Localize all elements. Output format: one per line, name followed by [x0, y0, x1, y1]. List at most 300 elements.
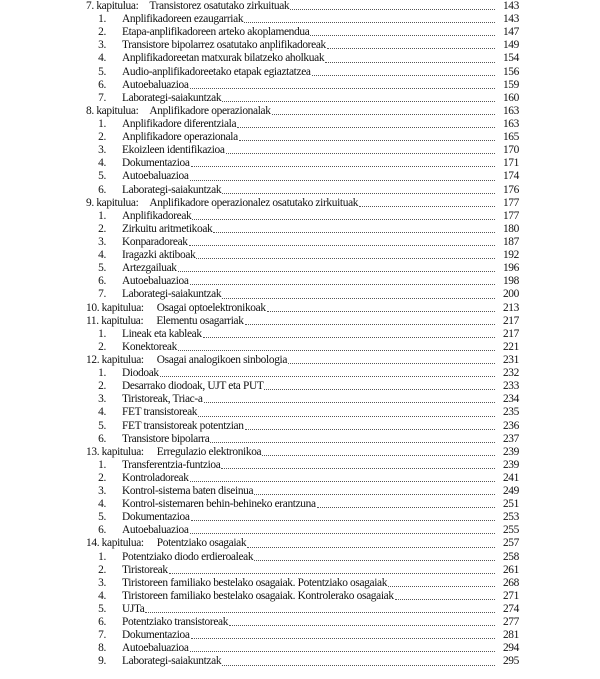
dot-leader [226, 144, 495, 154]
section-title: Audio-anplifikadoreetako etapak egiaztatzea [122, 65, 311, 78]
section-number: 4. [98, 157, 106, 170]
toc-section-row[interactable] [86, 485, 519, 498]
section-title: FET transistoreak potentzian [122, 419, 244, 432]
page-number: 258 [502, 550, 519, 563]
dot-leader [222, 289, 495, 299]
toc-section-row[interactable] [86, 459, 519, 472]
page-number: 232 [502, 367, 519, 380]
dot-leader [245, 420, 495, 430]
dot-leader [190, 79, 495, 89]
section-title: Autoebaluazioa [122, 78, 189, 91]
toc-section-row[interactable] [86, 564, 519, 577]
section-number: 1. [98, 327, 106, 340]
section-title: Artezgailuak [122, 262, 177, 275]
section-number: 1. [98, 458, 106, 471]
toc-section-row[interactable] [86, 472, 519, 485]
page-number: 147 [502, 26, 519, 39]
page-number: 274 [502, 603, 519, 616]
page-number: 174 [502, 170, 519, 183]
section-title: Dokumentazioa [122, 157, 190, 170]
section-number: 2. [98, 471, 106, 484]
toc-section-row[interactable] [86, 92, 519, 105]
section-title: Anplifikadoreen ezaugarriak [122, 13, 244, 26]
toc-entry-heading [86, 590, 394, 603]
page-number: 143 [502, 13, 519, 26]
toc-entry-heading [86, 315, 244, 328]
section-number: 3. [98, 39, 106, 52]
page-number: 213 [502, 301, 519, 314]
toc-entry-heading [86, 433, 209, 446]
toc-section-row[interactable] [86, 577, 519, 590]
page-number: 249 [502, 485, 519, 498]
toc-section-row[interactable] [86, 66, 519, 79]
section-title: FET transistoreak [122, 406, 198, 419]
toc-entry-heading [86, 564, 168, 577]
toc-section-row[interactable] [86, 131, 519, 144]
toc-section-row[interactable] [86, 420, 519, 433]
dot-leader [190, 275, 495, 285]
section-number: 5. [98, 262, 106, 275]
section-title: Tiristoreen familiako bestelako osagaiak. Potentziako osagaiak [122, 576, 388, 589]
dot-leader [229, 616, 495, 626]
dot-leader [325, 53, 495, 63]
section-number: 7. [98, 91, 106, 104]
page-number: 165 [502, 131, 519, 144]
page-number: 271 [502, 589, 519, 602]
toc-section-row[interactable] [86, 367, 519, 380]
chapter-label: 11. kapitulua: [86, 314, 144, 327]
page-number: 187 [502, 235, 519, 248]
toc-entry-heading [86, 105, 271, 118]
dot-leader [191, 157, 495, 167]
toc-entry-heading [86, 511, 190, 524]
section-number: 7. [98, 629, 106, 642]
toc-section-row[interactable] [86, 629, 519, 642]
toc-section-row[interactable] [86, 52, 519, 65]
page-number: 217 [502, 327, 519, 340]
section-title: Tiristoreen familiako bestelako osagaiak. Kontrolerako osagaiak [122, 589, 394, 602]
section-number: 3. [98, 235, 106, 248]
dot-leader [145, 603, 495, 613]
dot-leader [169, 564, 495, 574]
dot-leader [190, 642, 495, 652]
page-number: 192 [502, 249, 519, 262]
section-number: 5. [98, 65, 106, 78]
toc-section-row[interactable] [86, 551, 519, 564]
section-title: Etapa-anplifikadoreen arteko akoplamendua [122, 26, 310, 39]
toc-entry-heading [86, 13, 243, 26]
section-title: Tiristoreak [122, 563, 168, 576]
chapter-title: Transistorez osatutako zirkuituak [149, 0, 290, 12]
toc-section-row[interactable] [86, 144, 519, 157]
page-number: 221 [502, 340, 519, 353]
page-number: 253 [502, 511, 519, 524]
section-number: 6. [98, 432, 106, 445]
toc-entry-heading [86, 616, 228, 629]
toc-section-row[interactable] [86, 170, 519, 183]
chapter-label: 14. kapitulua: [86, 537, 144, 550]
dot-leader [221, 459, 495, 469]
page-number: 176 [502, 183, 519, 196]
dot-leader [213, 223, 495, 233]
chapter-title: Erregulazio elektronikoa [156, 445, 262, 458]
section-title: Autoebaluazioa [122, 642, 189, 655]
section-title: Transferentzia-funtzioa [122, 458, 221, 471]
toc-entry-heading [86, 0, 289, 13]
section-title: Transistore bipolarra [122, 432, 210, 445]
page-number: 277 [502, 616, 519, 629]
page-number: 294 [502, 642, 519, 655]
page-number: 143 [502, 0, 519, 12]
toc-section-row[interactable] [86, 262, 519, 275]
page-number: 251 [502, 498, 519, 511]
section-title: Ekoizleen identifikazioa [122, 144, 225, 157]
dot-leader [196, 249, 495, 259]
section-number: 3. [98, 576, 106, 589]
toc-section-row[interactable] [86, 288, 519, 301]
toc-entry-heading [86, 551, 253, 564]
toc-entry-heading [86, 420, 244, 433]
toc-entry-heading [86, 131, 238, 144]
dot-leader [190, 171, 495, 181]
page-number: 163 [502, 104, 519, 117]
table-of-contents [86, 0, 519, 669]
toc-entry-heading [86, 52, 324, 65]
toc-chapter-row[interactable] [86, 354, 519, 367]
dot-leader [198, 407, 495, 417]
page-number: 241 [502, 471, 519, 484]
section-title: Autoebaluazioa [122, 524, 189, 537]
section-title: Laborategi-saiakuntzak [122, 288, 222, 301]
section-title: Diodoak [122, 367, 159, 380]
toc-section-row[interactable] [86, 511, 519, 524]
dot-leader [317, 498, 495, 508]
dot-leader [190, 524, 495, 534]
toc-entry-heading [86, 262, 177, 275]
chapter-label: 9. kapitulua: [86, 196, 139, 209]
toc-entry-heading [86, 328, 202, 341]
toc-entry-heading [86, 642, 189, 655]
toc-entry-heading [86, 288, 221, 301]
dot-leader [204, 393, 495, 403]
section-title: Potentziako diodo erdieroaleak [122, 550, 254, 563]
section-number: 5. [98, 511, 106, 524]
section-number: 9. [98, 655, 106, 668]
dot-leader [191, 511, 495, 521]
chapter-label: 12. kapitulua: [86, 353, 144, 366]
toc-chapter-row[interactable] [86, 537, 519, 550]
section-title: UJTa [122, 603, 145, 616]
page-number: 170 [502, 144, 519, 157]
dot-leader [272, 105, 495, 115]
toc-entry-heading [86, 380, 263, 393]
page-number: 217 [502, 314, 519, 327]
section-number: 8. [98, 642, 106, 655]
section-number: 7. [98, 288, 106, 301]
page-number: 177 [502, 209, 519, 222]
page-number: 231 [502, 353, 519, 366]
page-number: 233 [502, 380, 519, 393]
toc-section-row[interactable] [86, 380, 519, 393]
section-number: 2. [98, 222, 106, 235]
toc-chapter-row[interactable] [86, 0, 519, 13]
toc-entry-heading [86, 537, 246, 550]
toc-entry-heading [86, 302, 266, 315]
dot-leader [254, 551, 495, 561]
dot-leader [222, 656, 495, 666]
page-number: 154 [502, 52, 519, 65]
section-title: Autoebaluazioa [122, 170, 189, 183]
toc-entry-heading [86, 524, 189, 537]
toc-section-row[interactable] [86, 341, 519, 354]
section-number: 2. [98, 380, 106, 393]
dot-leader [288, 354, 495, 364]
toc-section-row[interactable] [86, 655, 519, 668]
toc-section-row[interactable] [86, 79, 519, 92]
dot-leader [264, 380, 495, 390]
section-title: Laborategi-saiakuntzak [122, 183, 222, 196]
section-title: Kontrol-sistema baten diseinua [122, 485, 254, 498]
section-title: Iragazki aktiboak [122, 249, 196, 262]
section-title: Anplifikadore operazionala [122, 131, 238, 144]
section-title: Konparadoreak [122, 235, 188, 248]
chapter-title: Anplifikadore operazionalak [149, 104, 271, 117]
dot-leader [203, 328, 495, 338]
page-number: 200 [502, 288, 519, 301]
toc-section-row[interactable] [86, 157, 519, 170]
dot-leader [262, 446, 495, 456]
toc-entry-heading [86, 26, 309, 39]
section-number: 4. [98, 406, 106, 419]
toc-section-row[interactable] [86, 590, 519, 603]
section-number: 6. [98, 275, 106, 288]
section-number: 3. [98, 485, 106, 498]
section-title: Anplifikadoreetan matxurak bilatzeko aholkuak [122, 52, 325, 65]
toc-section-row[interactable] [86, 406, 519, 419]
toc-section-row[interactable] [86, 498, 519, 511]
toc-section-row[interactable] [86, 433, 519, 446]
chapter-title: Potentziako osagaiak [156, 537, 247, 550]
chapter-label: 10. kapitulua: [86, 301, 144, 314]
toc-entry-heading [86, 655, 221, 668]
toc-entry-heading [86, 577, 387, 590]
toc-entry-heading [86, 210, 191, 223]
section-title: Anplifikadoreak [122, 209, 192, 222]
toc-entry-heading [86, 249, 195, 262]
section-number: 1. [98, 209, 106, 222]
section-title: Potentziako transistoreak [122, 616, 229, 629]
section-number: 2. [98, 131, 106, 144]
dot-leader [178, 262, 495, 272]
page-number: 239 [502, 445, 519, 458]
section-number: 6. [98, 183, 106, 196]
toc-section-row[interactable] [86, 524, 519, 537]
page-number: 234 [502, 393, 519, 406]
page-number: 198 [502, 275, 519, 288]
chapter-title: Anplifikadore operazionalez osatutako zirkuituak [149, 196, 359, 209]
dot-leader [160, 367, 495, 377]
section-number: 4. [98, 249, 106, 262]
dot-leader [191, 629, 495, 639]
dot-leader [388, 577, 495, 587]
page-number: 196 [502, 262, 519, 275]
toc-section-row[interactable] [86, 26, 519, 39]
section-number: 3. [98, 144, 106, 157]
section-number: 5. [98, 170, 106, 183]
section-title: Lineak eta kableak [122, 327, 202, 340]
toc-entry-heading [86, 236, 188, 249]
chapter-label: 13. kapitulua: [86, 445, 144, 458]
toc-entry-heading [86, 223, 212, 236]
toc-entry-heading [86, 157, 190, 170]
toc-section-row[interactable] [86, 210, 519, 223]
page-number: 171 [502, 157, 519, 170]
toc-section-row[interactable] [86, 328, 519, 341]
section-title: Transistore bipolarrez osatutako anplifikadoreak [122, 39, 326, 52]
toc-entry-heading [86, 367, 159, 380]
page-number: 177 [502, 196, 519, 209]
dot-leader [237, 118, 495, 128]
dot-leader [290, 0, 495, 10]
section-number: 2. [98, 26, 106, 39]
page-number: 160 [502, 91, 519, 104]
toc-entry-heading [86, 118, 236, 131]
toc-section-row[interactable] [86, 603, 519, 616]
section-number: 6. [98, 78, 106, 91]
section-title: Kontroladoreak [122, 471, 189, 484]
toc-entry-heading [86, 498, 316, 511]
section-title: Dokumentazioa [122, 629, 190, 642]
toc-section-row[interactable] [86, 616, 519, 629]
dot-leader [178, 341, 495, 351]
page-number: 268 [502, 576, 519, 589]
toc-section-row[interactable] [86, 184, 519, 197]
dot-leader [222, 184, 495, 194]
section-number: 5. [98, 603, 106, 616]
page-number: 239 [502, 458, 519, 471]
section-number: 1. [98, 367, 106, 380]
toc-section-row[interactable] [86, 236, 519, 249]
toc-entry-heading [86, 170, 189, 183]
dot-leader [327, 39, 495, 49]
dot-leader [245, 315, 495, 325]
page-number: 257 [502, 537, 519, 550]
dot-leader [222, 92, 495, 102]
dot-leader [359, 197, 495, 207]
toc-entry-heading [86, 39, 326, 52]
toc-chapter-row[interactable] [86, 315, 519, 328]
dot-leader [192, 210, 495, 220]
section-title: Kontrol-sistemaren behin-behineko erantzuna [122, 498, 316, 511]
section-number: 6. [98, 616, 106, 629]
toc-section-row[interactable] [86, 249, 519, 262]
toc-entry-heading [86, 472, 189, 485]
toc-entry-heading [86, 459, 220, 472]
toc-section-row[interactable] [86, 393, 519, 406]
section-title: Desarrako diodoak, UJT eta PUT [122, 380, 264, 393]
toc-section-row[interactable] [86, 13, 519, 26]
dot-leader [189, 236, 495, 246]
page-number: 180 [502, 222, 519, 235]
chapter-title: Osagai optoelektronikoak [156, 301, 266, 314]
page-number: 236 [502, 419, 519, 432]
page-number: 156 [502, 65, 519, 78]
chapter-title: Elementu osagarriak [156, 314, 244, 327]
section-number: 5. [98, 419, 106, 432]
toc-chapter-row[interactable] [86, 446, 519, 459]
toc-entry-heading [86, 354, 287, 367]
toc-section-row[interactable] [86, 642, 519, 655]
section-title: Zirkuitu aritmetikoak [122, 222, 213, 235]
chapter-label: 7. kapitulua: [86, 0, 139, 12]
section-number: 2. [98, 340, 106, 353]
section-title: Dokumentazioa [122, 511, 190, 524]
toc-entry-heading [86, 184, 221, 197]
toc-section-row[interactable] [86, 223, 519, 236]
toc-entry-heading [86, 66, 311, 79]
toc-section-row[interactable] [86, 39, 519, 52]
page-number: 255 [502, 524, 519, 537]
toc-entry-heading [86, 92, 221, 105]
dot-leader [395, 590, 495, 600]
toc-entry-heading [86, 603, 144, 616]
section-number: 3. [98, 393, 106, 406]
page-number: 281 [502, 629, 519, 642]
section-title: Anplifikadore diferentziala [122, 117, 237, 130]
section-title: Laborategi-saiakuntzak [122, 655, 222, 668]
toc-chapter-row[interactable] [86, 302, 519, 315]
toc-section-row[interactable] [86, 118, 519, 131]
toc-entry-heading [86, 446, 261, 459]
dot-leader [267, 302, 495, 312]
page-number: 237 [502, 432, 519, 445]
toc-entry-heading [86, 393, 203, 406]
toc-chapter-row[interactable] [86, 105, 519, 118]
page-number: 163 [502, 117, 519, 130]
dot-leader [312, 66, 495, 76]
page-number: 295 [502, 655, 519, 668]
toc-entry-heading [86, 197, 358, 210]
page-number: 149 [502, 39, 519, 52]
section-number: 4. [98, 52, 106, 65]
chapter-title: Osagai analogikoen sinbologia [156, 353, 288, 366]
dot-leader [244, 13, 495, 23]
dot-leader [310, 26, 495, 36]
toc-entry-heading [86, 485, 253, 498]
toc-entry-heading [86, 406, 197, 419]
chapter-label: 8. kapitulua: [86, 104, 139, 117]
section-title: Konektoreak [122, 340, 177, 353]
page-number: 159 [502, 78, 519, 91]
toc-entry-heading [86, 144, 225, 157]
section-number: 6. [98, 524, 106, 537]
page-number: 261 [502, 563, 519, 576]
toc-section-row[interactable] [86, 275, 519, 288]
section-number: 1. [98, 550, 106, 563]
section-title: Tiristoreak, Triac-a [122, 393, 203, 406]
dot-leader [210, 433, 495, 443]
toc-entry-heading [86, 79, 189, 92]
section-number: 4. [98, 589, 106, 602]
toc-chapter-row[interactable] [86, 197, 519, 210]
toc-entry-heading [86, 629, 190, 642]
section-number: 1. [98, 13, 106, 26]
dot-leader [254, 485, 495, 495]
section-number: 1. [98, 117, 106, 130]
section-title: Autoebaluazioa [122, 275, 189, 288]
page-number: 235 [502, 406, 519, 419]
section-title: Laborategi-saiakuntzak [122, 91, 222, 104]
